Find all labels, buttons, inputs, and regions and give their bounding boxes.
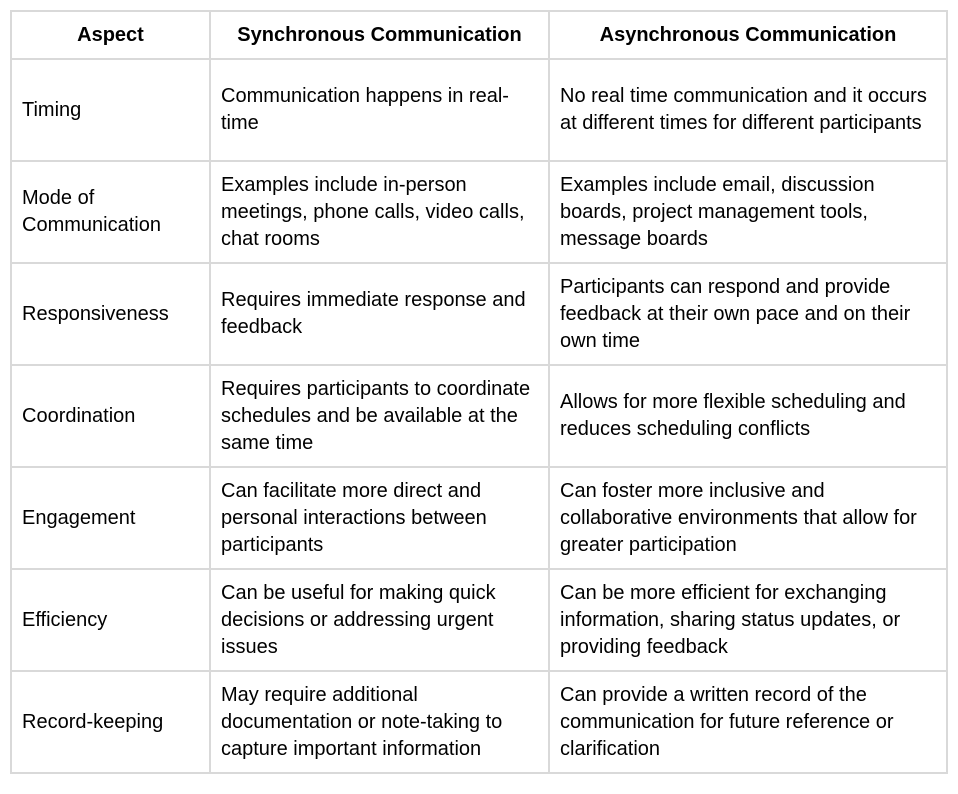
table-row: [11, 569, 947, 671]
aspect-cell: Mode of Communication: [11, 161, 210, 263]
table-row: [11, 671, 947, 773]
header-asynchronous: Asynchronous Communication: [549, 11, 947, 59]
aspect-cell: Timing: [11, 59, 210, 161]
aspect-cell: Engagement: [11, 467, 210, 569]
header-row: [11, 11, 947, 59]
comparison-table-wrapper: [10, 10, 948, 774]
table-row: [11, 467, 947, 569]
asynchronous-cell: Examples include email, discussion boards, project management tools, message boards: [549, 161, 947, 263]
synchronous-cell: Examples include in-person meetings, phone calls, video calls, chat rooms: [210, 161, 549, 263]
table-body: [11, 59, 947, 773]
table-row: [11, 365, 947, 467]
synchronous-cell: May require additional documentation or note-taking to capture important information: [210, 671, 549, 773]
header-synchronous: Synchronous Communication: [210, 11, 549, 59]
table-header: [11, 11, 947, 59]
synchronous-cell: Requires participants to coordinate schedules and be available at the same time: [210, 365, 549, 467]
synchronous-cell: Can be useful for making quick decisions or addressing urgent issues: [210, 569, 549, 671]
asynchronous-cell: Can foster more inclusive and collaborative environments that allow for greater participation: [549, 467, 947, 569]
header-aspect: Aspect: [11, 11, 210, 59]
asynchronous-cell: No real time communication and it occurs at different times for different participants: [549, 59, 947, 161]
aspect-cell: Record-keeping: [11, 671, 210, 773]
synchronous-cell: Can facilitate more direct and personal interactions between participants: [210, 467, 549, 569]
synchronous-cell: Requires immediate response and feedback: [210, 263, 549, 365]
aspect-cell: Responsiveness: [11, 263, 210, 365]
asynchronous-cell: Allows for more flexible scheduling and reduces scheduling conflicts: [549, 365, 947, 467]
aspect-cell: Efficiency: [11, 569, 210, 671]
asynchronous-cell: Can be more efficient for exchanging information, sharing status updates, or providing feedback: [549, 569, 947, 671]
table-row: [11, 59, 947, 161]
aspect-cell: Coordination: [11, 365, 210, 467]
asynchronous-cell: Participants can respond and provide feedback at their own pace and on their own time: [549, 263, 947, 365]
comparison-table: [10, 10, 948, 774]
synchronous-cell: Communication happens in real-time: [210, 59, 549, 161]
table-row: [11, 161, 947, 263]
table-row: [11, 263, 947, 365]
asynchronous-cell: Can provide a written record of the communication for future reference or clarification: [549, 671, 947, 773]
